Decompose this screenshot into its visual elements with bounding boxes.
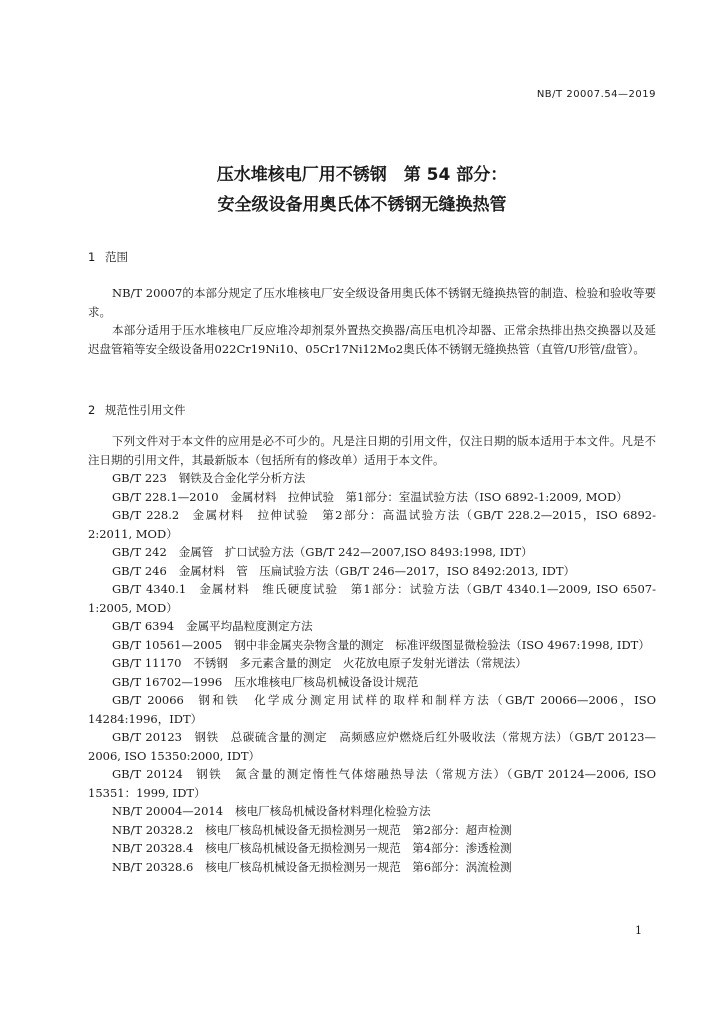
reference-code: GB/T 20066 — [112, 693, 184, 707]
section-number: 1 — [88, 250, 96, 264]
reference-code: GB/T 4340.1 — [112, 582, 187, 596]
title-line-2: 安全级设备用奥氏体不锈钢无缝换热管 — [217, 195, 507, 215]
reference-title: 钢和铁 化学成分测定用试样的取样和制样方法（GB/T 20066—2006，ISO 14284:1996，IDT） — [88, 693, 656, 726]
list-item — [88, 673, 656, 692]
list-item — [88, 562, 656, 581]
reference-code: GB/T 11170 — [112, 656, 182, 670]
reference-title: 金属材料 管 压扁试验方法（GB/T 246—2017，ISO 8492:2013, IDT） — [178, 563, 576, 578]
list-item — [88, 488, 656, 507]
list-item — [88, 728, 656, 765]
reference-title: 金属平均晶粒度测定方法 — [186, 619, 313, 633]
reference-title: 钢中非金属夹杂物含量的测定 标准评级图显微检验法（ISO 4967:1998, IDT） — [234, 637, 650, 652]
reference-code: GB/T 228.2 — [112, 508, 180, 522]
title-line-1: 压水堆核电厂用不锈钢 第 54 部分： — [216, 165, 508, 185]
paragraph: 本部分适用于压水堆核电厂反应堆冷却剂泵外置热交换器/高压电机冷却器、正常余热排出热交换器以及延迟盘管箱等安全级设备用022Cr19Ni10、05Cr17Ni12Mo2奥氏体不锈钢无缝换热管（直管/U形管/盘管）。 — [88, 323, 656, 356]
reference-title: 金属材料 拉伸试验 第2部分：高温试验方法（GB/T 228.2—2015，ISO 6892-2:2011, MOD） — [88, 508, 656, 541]
reference-code: GB/T 246 — [112, 563, 167, 578]
paragraph: 下列文件对于本文件的应用是必不可少的。凡是注日期的引用文件，仅注日期的版本适用于本文件。凡是不注日期的引用文件，其最新版本（包括所有的修改单）适用于本文件。 — [88, 434, 656, 467]
reference-code: GB/T 223 — [112, 471, 167, 485]
reference-list — [88, 469, 656, 876]
list-item — [88, 765, 656, 802]
section-heading-references — [88, 402, 186, 418]
reference-title: 不锈钢 多元素含量的测定 火花放电原子发射光谱法（常规法） — [193, 656, 527, 670]
reference-title: 金属材料 维氏硬度试验 第1部分：试验方法（GB/T 4340.1—2009, ISO 6507-1:2005, MOD） — [88, 582, 656, 615]
list-item — [88, 469, 656, 488]
paragraph: NB/T 20007的本部分规定了压水堆核电厂安全级设备用奥氏体不锈钢无缝换热管的制造、检验和验收等要求。 — [88, 286, 656, 319]
reference-title: 钢铁及合金化学分析方法 — [178, 471, 306, 485]
list-item — [88, 691, 656, 728]
reference-title: 压水堆核电厂核岛机械设备设计规范 — [234, 674, 419, 689]
reference-title: 核电厂核岛机械设备无损检测另一规范 第2部分：超声检测 — [205, 822, 512, 837]
reference-code: GB/T 20123 — [112, 730, 182, 744]
list-item — [88, 636, 656, 655]
section-title: 范围 — [105, 250, 128, 264]
list-item — [88, 617, 656, 636]
list-item — [88, 802, 656, 821]
reference-code: NB/T 20328.6 — [112, 859, 194, 874]
reference-title: 核电厂核岛机械设备无损检测另一规范 第6部分：涡流检测 — [205, 859, 512, 874]
section-title: 规范性引用文件 — [105, 403, 186, 417]
list-item — [88, 543, 656, 562]
reference-title: 核电厂核岛机械设备材料理化检验方法 — [235, 804, 431, 818]
reference-code: GB/T 10561—2005 — [112, 637, 223, 652]
reference-code: GB/T 16702—1996 — [112, 674, 223, 689]
page-number: 1 — [635, 924, 642, 937]
reference-title: 金属材料 拉伸试验 第1部分：室温试验方法（ISO 6892-1:2009, MOD） — [230, 489, 628, 504]
reference-code: GB/T 20124 — [112, 767, 183, 781]
section-number: 2 — [88, 403, 96, 417]
list-item — [88, 839, 656, 858]
reference-code: GB/T 6394 — [112, 619, 175, 633]
reference-code: GB/T 228.1—2010 — [112, 489, 219, 504]
standard-code: NB/T 20007.54—2019 — [536, 89, 656, 100]
list-item — [88, 821, 656, 840]
list-item — [88, 654, 656, 673]
reference-code: NB/T 20004—2014 — [112, 804, 224, 818]
reference-title: 核电厂核岛机械设备无损检测另一规范 第4部分：渗透检测 — [205, 841, 512, 855]
reference-title: 钢铁 总碳硫含量的测定 高频感应炉燃烧后红外吸收法（常规方法）（GB/T 20123—2006, ISO 15350:2000, IDT） — [88, 730, 657, 763]
reference-code: NB/T 20328.2 — [112, 822, 194, 837]
reference-code: GB/T 242 — [112, 545, 167, 559]
reference-title: 钢铁 氮含量的测定惰性气体熔融热导法（常规方法）（GB/T 20124—2006, ISO 15351：1999, IDT） — [88, 767, 656, 800]
list-item — [88, 858, 656, 877]
reference-code: NB/T 20328.4 — [112, 841, 194, 855]
list-item — [88, 506, 656, 543]
section-heading-scope — [88, 249, 128, 265]
reference-title: 金属管 扩口试验方法（GB/T 242—2007,ISO 8493:1998, IDT） — [178, 545, 533, 559]
list-item — [88, 580, 656, 617]
